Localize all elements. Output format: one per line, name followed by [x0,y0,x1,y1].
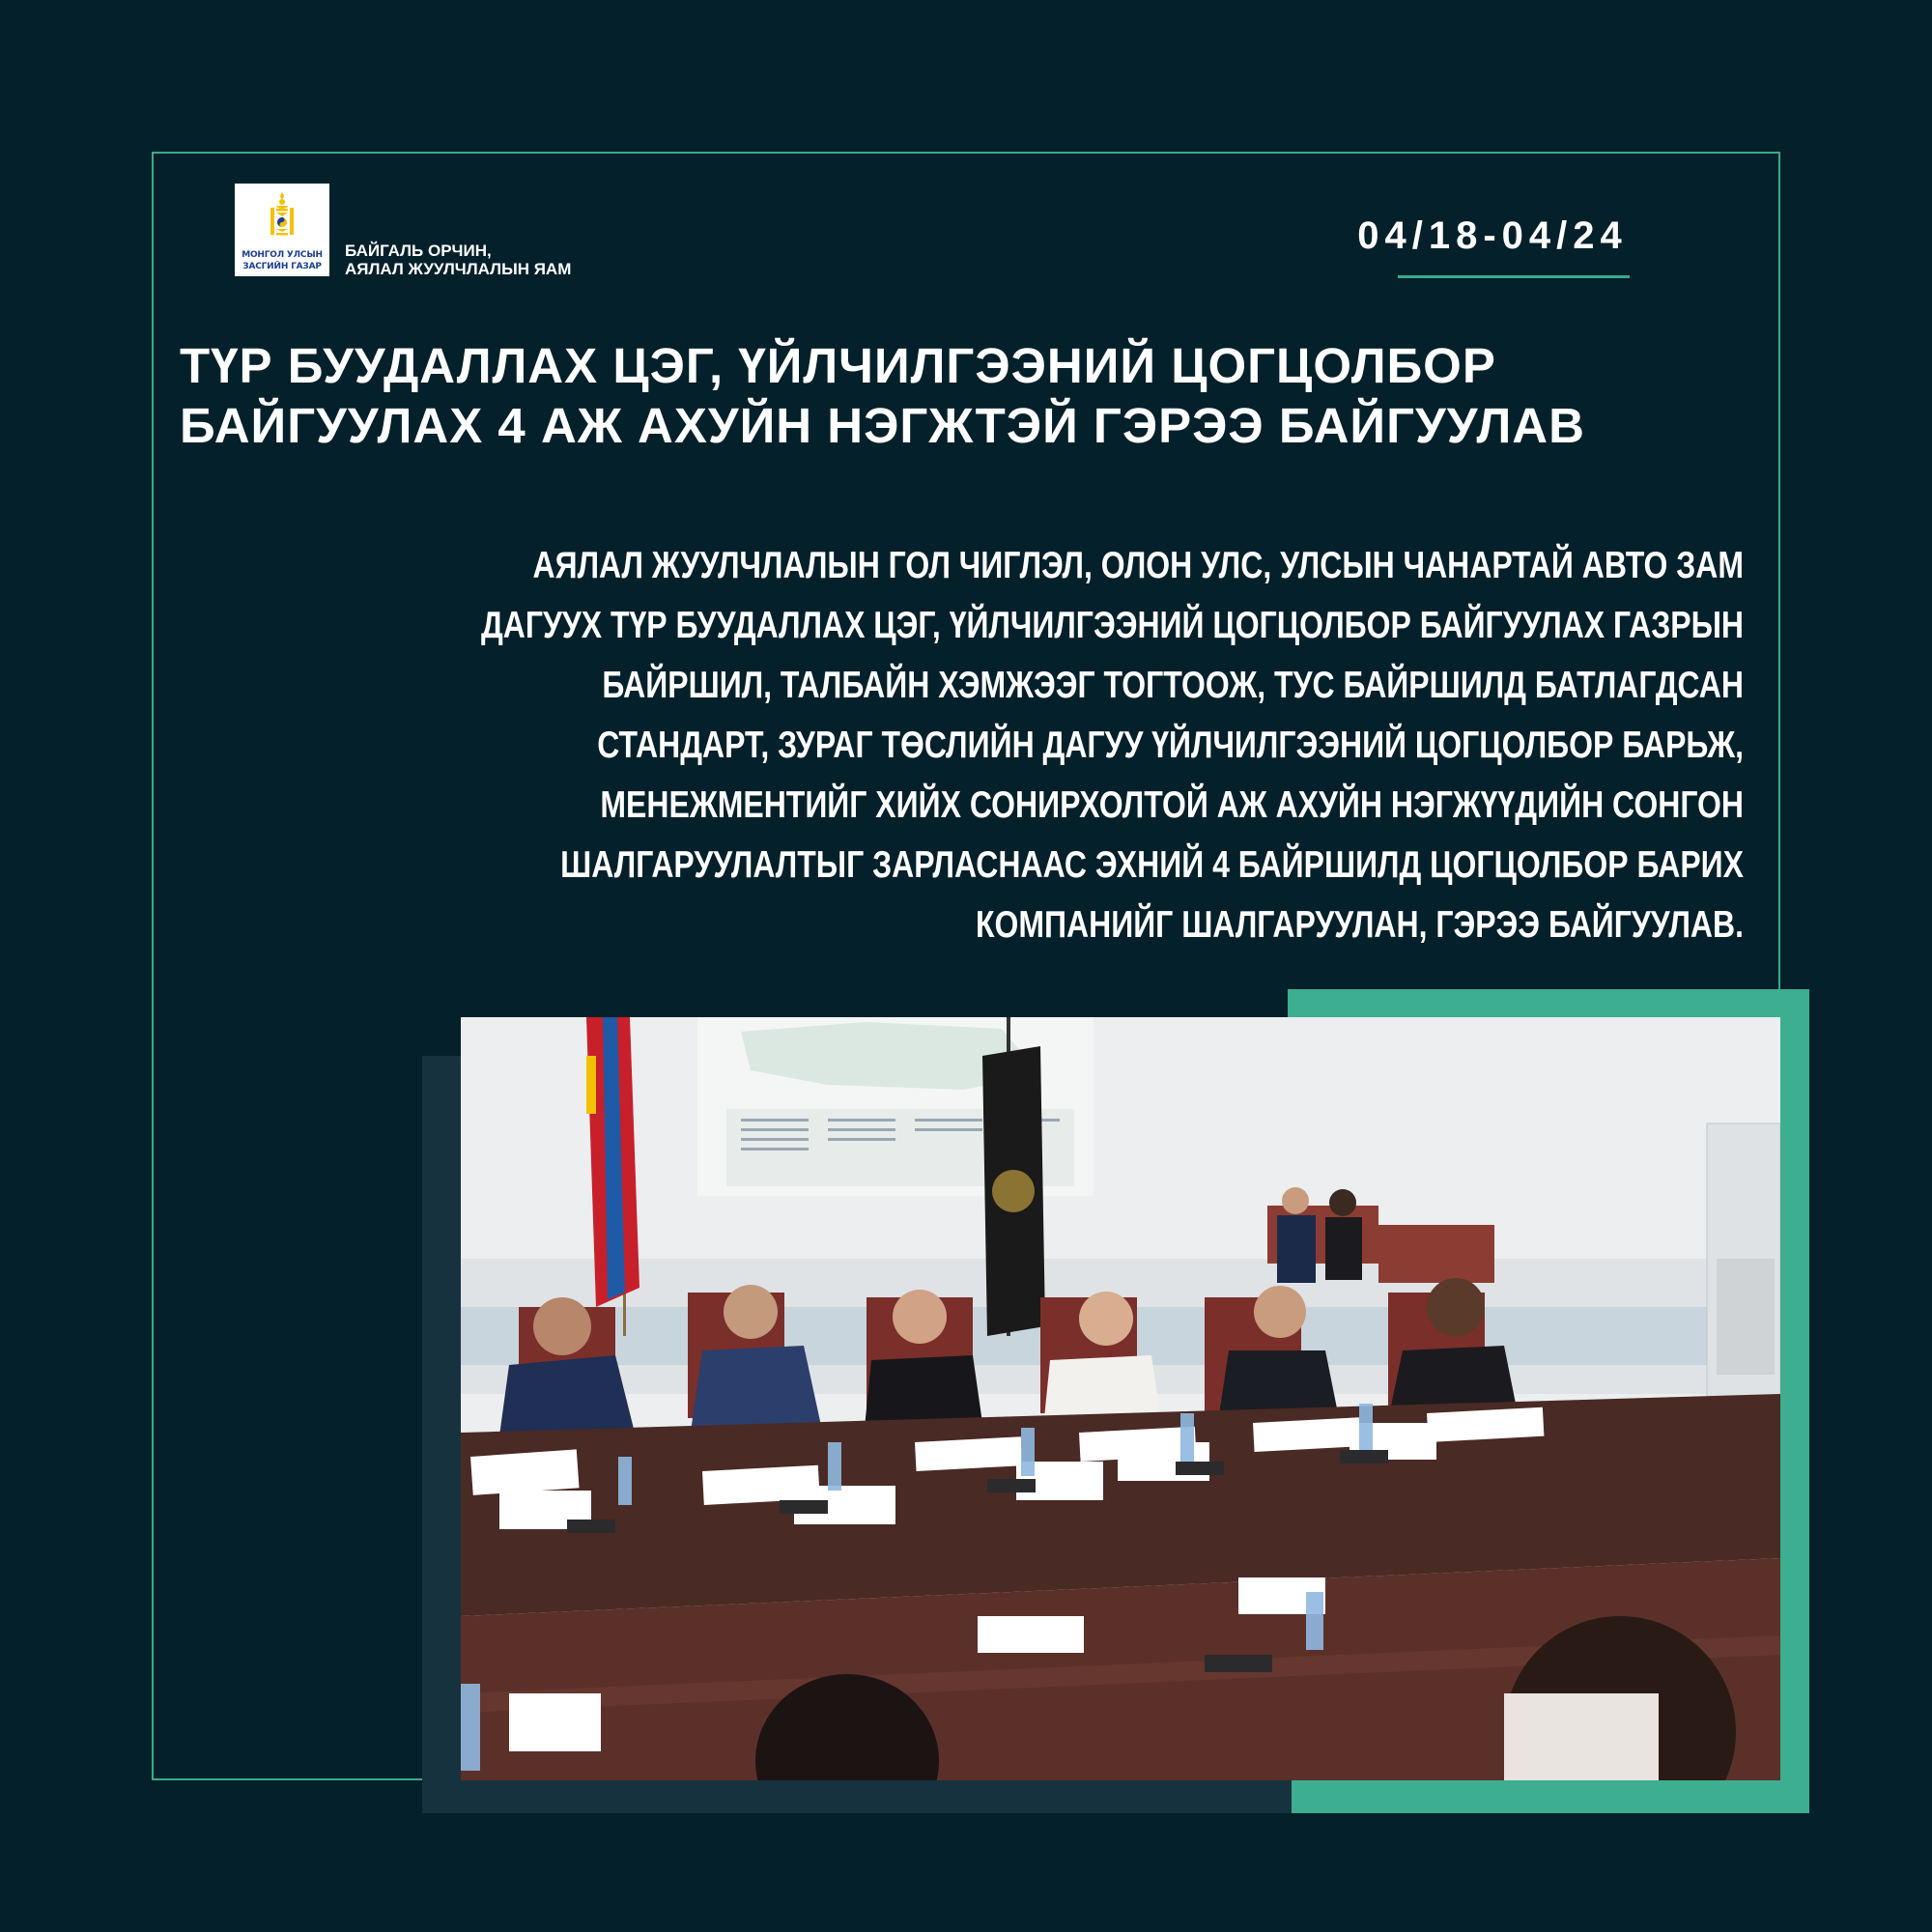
logo-text: МОНГОЛ УЛСЫН ЗАСГИЙН ГАЗАР [242,250,323,271]
meeting-photo-illustration [461,1017,1780,1780]
body-text: АЯЛАЛ ЖУУЛЧЛАЛЫН ГОЛ ЧИГЛЭЛ, ОЛОН УЛС, УЛСЫН ЧАНАРТАЙ АВТО ЗАМ ДАГУУХ ТҮР БУУДАЛЛАХ ЦЭГ, ҮЙЛЧИЛГЭЭНИЙ ЦОГЦОЛБОР БАЙГУУЛАХ ГАЗРЫН БАЙРШИЛ, ТАЛБАЙН ХЭМЖЭЭГ ТОГТООЖ, ТУС БАЙРШИЛД БАТЛАГДСАН СТАНДАРТ, ЗУРАГ ТӨСЛИЙН ДАГУУ ҮЙЛЧИЛГЭЭНИЙ ЦОГЦОЛБОР БАРЬЖ, МЕНЕЖМЕНТИЙГ ХИЙХ СОНИРХОЛТОЙ АЖ АХУЙН НЭГЖҮҮДИЙН СОНГОН ШАЛГАРУУЛАЛТЫГ ЗАРЛАСНААС ЭХНИЙ 4 БАЙРШИЛД ЦОГЦОЛБОР БАРИХ КОМПАНИЙГ ШАЛГАРУУЛАН, ГЭРЭЭ БАЙГУУЛАВ. [480,545,1745,946]
government-logo [235,184,329,276]
meeting-photo [461,1017,1780,1780]
headline: ТҮР БУУДАЛЛАХ ЦЭГ, ҮЙЛЧИЛГЭЭНИЙ ЦОГЦОЛБОР БАЙГУУЛАХ 4 АЖ АХУЙН НЭГЖТЭЙ ГЭРЭЭ БАЙГУУЛАВ [180,338,1585,453]
date-range: 04/18-04/24 [1357,214,1628,257]
date-underline [1398,275,1630,278]
soyombo-emblem-icon [268,191,297,238]
ministry-name: БАЙГАЛЬ ОРЧИН, АЯЛАЛ ЖУУЛЧЛАЛЫН ЯАМ [345,242,572,278]
